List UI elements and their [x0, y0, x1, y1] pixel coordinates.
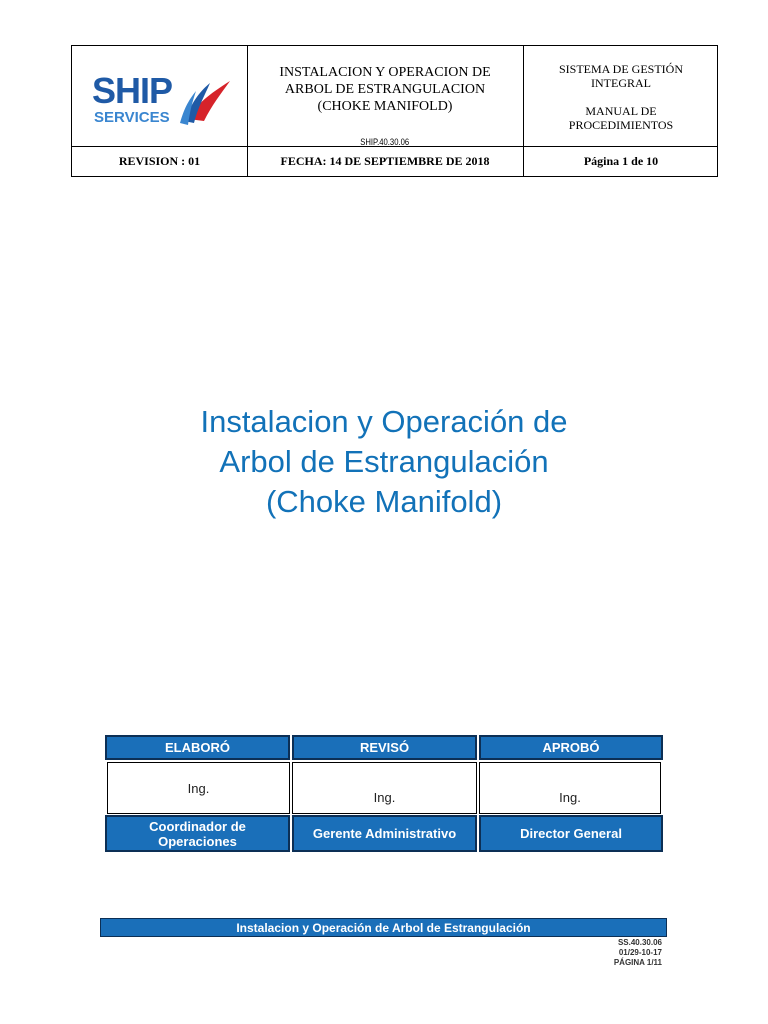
- doc-title-line: (CHOKE MANIFOLD): [317, 99, 453, 114]
- manual-label: MANUAL DE: [585, 104, 657, 118]
- footer-page: PÁGINA 1/11: [613, 958, 662, 967]
- doc-code: SHIP.40.30.06: [360, 137, 410, 147]
- doc-title-line: ARBOL DE ESTRANGULACION: [284, 82, 486, 97]
- footer-code: SS.40.30.06: [617, 938, 662, 947]
- header-elaboro: ELABORÓ: [105, 735, 290, 760]
- system-label: INTEGRAL: [591, 76, 651, 90]
- footer-bar: Instalacion y Operación de Arbol de Estrangulación: [100, 918, 667, 937]
- document-title-cell: [247, 46, 523, 146]
- doc-title-line: INSTALACION Y OPERACION DE: [279, 65, 491, 80]
- revision-label: REVISION : 01: [118, 154, 201, 168]
- sail-logo-icon: [80, 61, 240, 131]
- role-reviso: Gerente Administrativo: [292, 815, 477, 852]
- page-title: [0, 402, 768, 522]
- header-table: [71, 45, 718, 177]
- manual-label: PROCEDIMIENTOS: [568, 118, 674, 132]
- role-elaboro: Coordinador de Operaciones: [105, 815, 290, 852]
- role-aprobo: Director General: [479, 815, 663, 852]
- title-line: Arbol de Estrangulación: [219, 444, 549, 479]
- system-label: SISTEMA DE GESTIÓN: [558, 62, 683, 76]
- signature-name-elaboro: Ing.: [107, 762, 290, 814]
- signature-name-reviso: Ing.: [292, 762, 477, 814]
- logo-cell: [72, 46, 247, 146]
- system-cell: [523, 46, 719, 146]
- signature-name-aprobo: Ing.: [479, 762, 661, 814]
- date-label: FECHA: 14 DE SEPTIEMBRE DE 2018: [280, 154, 490, 168]
- logo-sub-text: SERVICES: [93, 109, 170, 126]
- footer-meta: [560, 938, 662, 968]
- page-label: Página 1 de 10: [583, 154, 659, 168]
- title-line: Instalacion y Operación de: [200, 404, 568, 439]
- header-reviso: REVISÓ: [292, 735, 477, 760]
- logo-main-text: SHIP: [91, 70, 172, 111]
- header-aprobo: APROBÓ: [479, 735, 663, 760]
- signatures-table: [105, 735, 663, 852]
- footer-date: 01/29-10-17: [618, 948, 662, 957]
- title-line: (Choke Manifold): [265, 484, 503, 519]
